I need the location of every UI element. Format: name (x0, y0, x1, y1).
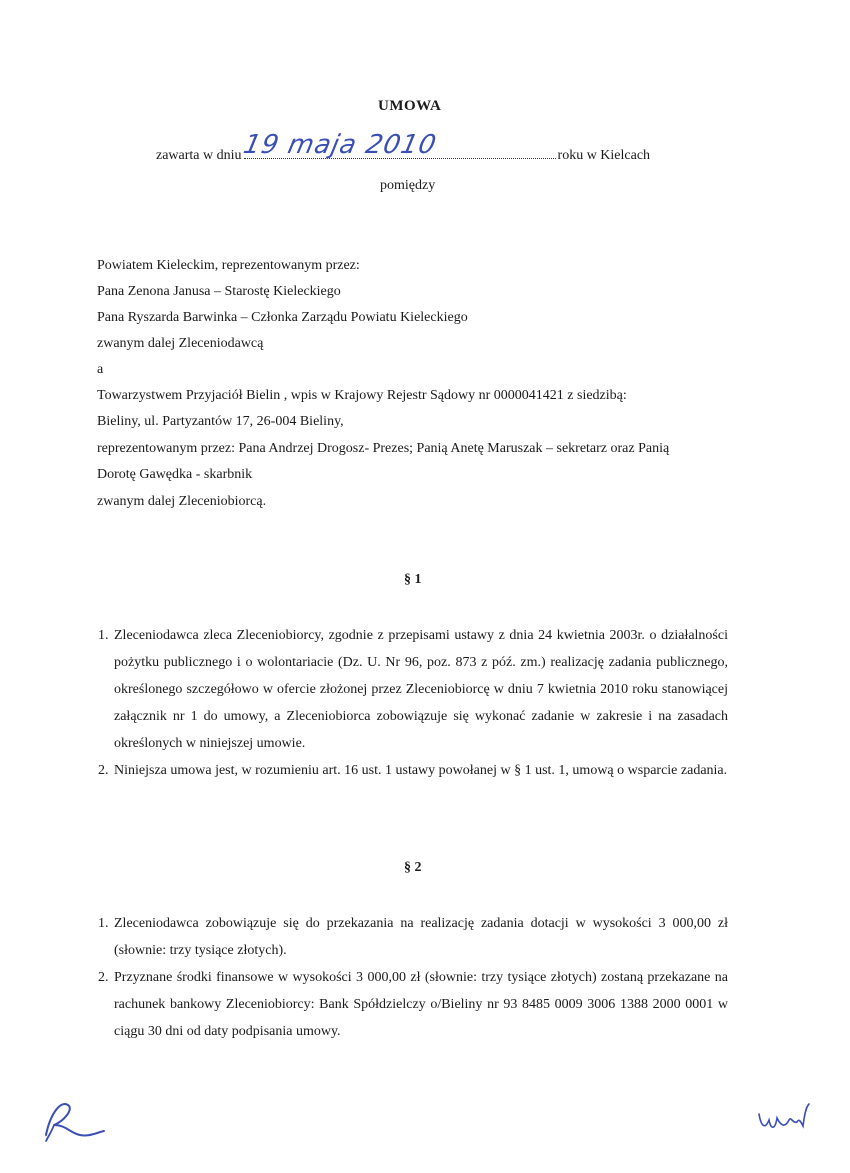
document-title: UMOWA (378, 98, 442, 114)
date-line (156, 130, 651, 164)
party1-rep2: Pana Ryszarda Barwinka – Członka Zarządu Powiatu Kieleckiego (97, 310, 468, 325)
party2-reps-cont: Dorotę Gawędka - skarbnik (97, 467, 253, 482)
list-item: 2. Przyznane środki finansowe w wysokości 3 000,00 zł (słownie: trzy tysiące złotych) zostaną przekazane na rachunek bankowy Zleceniobiorcy: Bank Spółdzielczy o/Bieliny nr 93 8485 0009 3006 1388 2000 0001 w ciągu 30 dni od daty podpisania umowy. (98, 970, 728, 1039)
party2-alias: zwanym dalej Zleceniobiorcą. (97, 494, 267, 509)
list-item: 1. Zleceniodawca zleca Zleceniobiorcy, zgodnie z przepisami ustawy z dnia 24 kwietnia 2003r. o działalności pożytku publicznego i o wolontariacie (Dz. U. Nr 96, poz. 873 z póź. zm.) realizację zadania publicznego, określonego szczegółowo w ofercie złożonej przez Zleceniobiorcę w dniu 7 kwietnia 2010 roku stanowiącej załącznik nr 1 do umowy, a Zleceniobiorca zobowiązuje się wykonać zadanie w zakresie i na zasadach określonych w niniejszej umowie. (98, 628, 728, 751)
section2-list (98, 910, 728, 1045)
section1-list (98, 622, 728, 784)
date-suffix: roku w Kielcach (557, 148, 651, 163)
date-dotted-field (240, 130, 556, 160)
party2-address: Bieliny, ul. Partyzantów 17, 26-004 Bieliny, (97, 414, 344, 429)
party1-rep1: Pana Zenona Janusa – Starostę Kieleckiego (97, 284, 341, 299)
party1-line: Powiatem Kieleckim, reprezentowanym przez: (97, 258, 360, 273)
party2-reps: reprezentowanym przez: Pana Andrzej Drogosz- Prezes; Panią Anetę Maruszak – sekretarz oraz Panią (97, 441, 670, 456)
handwritten-date: 19 maja 2010 (240, 130, 439, 160)
date-prefix: zawarta w dniu (156, 148, 242, 163)
signature-initials-right (755, 1100, 815, 1140)
section2-heading: § 2 (404, 860, 422, 875)
list-item: 1. Zleceniodawca zobowiązuje się do przekazania na realizację zadania dotacji w wysokości 3 000,00 zł (słownie: trzy tysiące złotych). (98, 916, 728, 958)
party1-alias: zwanym dalej Zleceniodawcą (97, 336, 264, 351)
between-word: pomiędzy (380, 178, 436, 193)
party2-line: Towarzystwem Przyjaciół Bielin , wpis w Krajowy Rejestr Sądowy nr 0000041421 z siedzibą: (97, 388, 627, 403)
list-item: 2. Niniejsza umowa jest, w rozumieniu art. 16 ust. 1 ustawy powołanej w § 1 ust. 1, umową o wsparcie zadania. (98, 763, 728, 778)
conjunction: a (97, 362, 104, 377)
signature-initials-left (40, 1095, 110, 1145)
section1-heading: § 1 (404, 572, 422, 587)
